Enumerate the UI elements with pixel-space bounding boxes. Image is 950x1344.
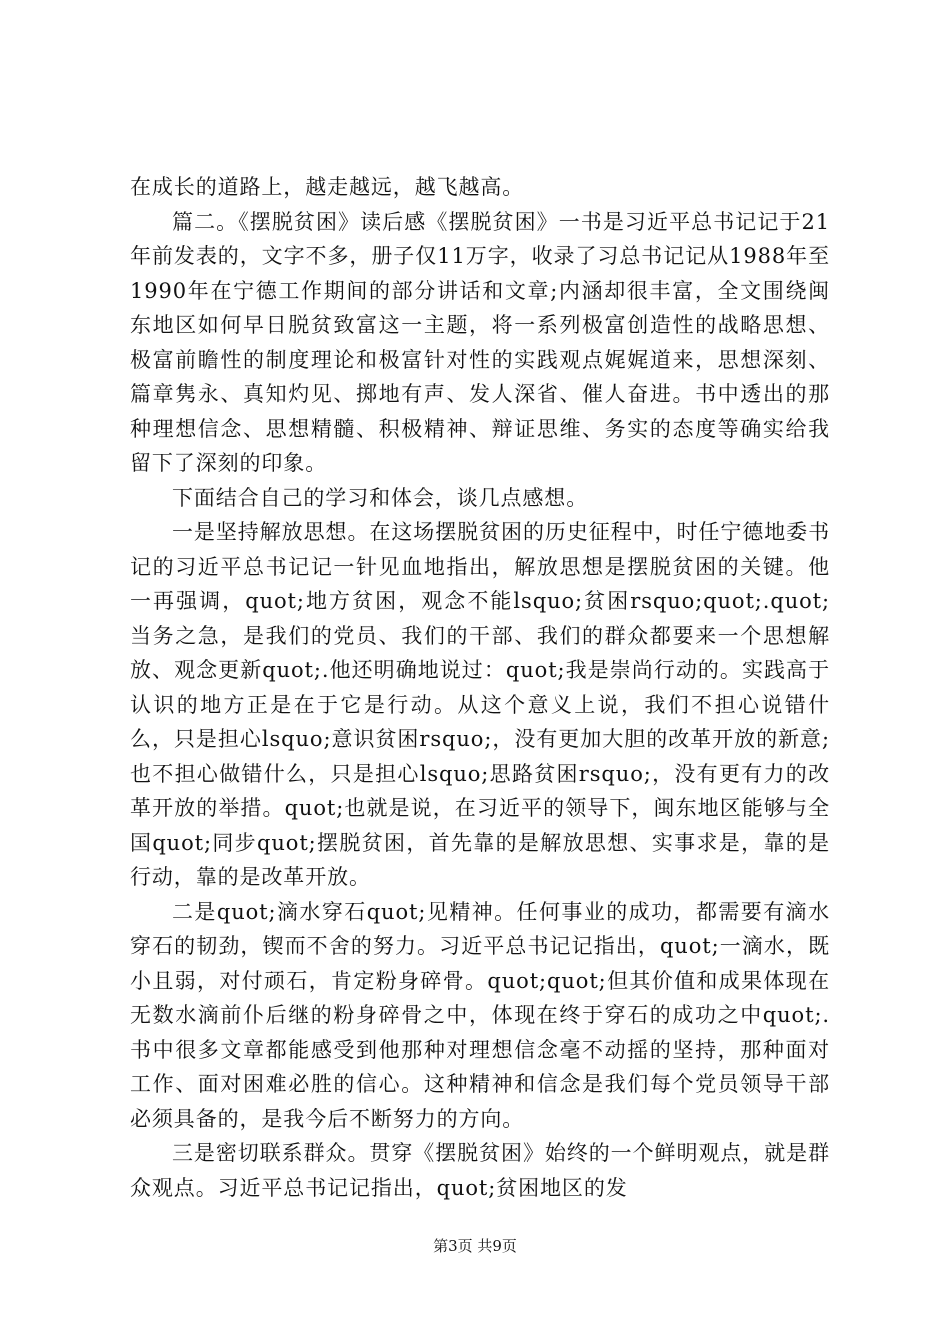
paragraph-transition: 下面结合自己的学习和体会，谈几点感想。 xyxy=(172,485,589,510)
page-number-footer: 第3页 共9页 xyxy=(433,1237,517,1255)
paragraph-point-one: 一是坚持解放思想。在这场摆脱贫困的历史征程中，时任宁德地委书记的习近平总书记记一针见血地指出，解放思想是摆脱贫困的关键。他一再强调，quot;地方贫困，观念不能lsquo;贫困rsquo;quot;.quot;当务之急，是我们的党员、我们的干部、我们的群众都要来一个思想解放、观念更新quot;.他还明确地说过：quot;我是崇尚行动的。实践高于认识的地方正是在于它是行动。从这个意义上说，我们不担心说错什么，只是担心lsquo;意识贫困rsquo;，没有更加大胆的改革开放的新意;也不担心做错什么，只是担心lsquo;思路贫困rsquo;，没有更有力的改革开放的举措。quot;也就是说，在习近平的领导下，闽东地区能够与全国quot;同步quot;摆脱贫困，首先靠的是解放思想、实事求是，靠的是行动，靠的是改革开放。 xyxy=(130,520,830,889)
paragraph-intro: 篇二。《摆脱贫困》读后感《摆脱贫困》一书是习近平总书记记于21年前发表的，文字不多，册子仅11万字，收录了习总书记记从1988年至1990年在宁德工作期间的部分讲话和文章;内涵却很丰富，全文围绕闽东地区如何早日脱贫致富这一主题，将一系列极富创造性的战略思想、极富前瞻性的制度理论和极富针对性的实践观点娓娓道来，思想深刻、篇章隽永、真知灼见、掷地有声、发人深省、催人奋进。书中透出的那种理想信念、思想精髓、积极精神、辩证思维、务实的态度等确实给我留下了深刻的印象。 xyxy=(130,209,830,475)
paragraph-point-three: 三是密切联系群众。贯穿《摆脱贫困》始终的一个鲜明观点，就是群众观点。习近平总书记记指出，quot;贫困地区的发 xyxy=(130,1141,830,1200)
paragraph-point-two: 二是quot;滴水穿石quot;见精神。任何事业的成功，都需要有滴水穿石的韧劲，锲而不舍的努力。习近平总书记记指出，quot;一滴水，既小且弱，对付顽石，肯定粉身碎骨。quot;quot;但其价值和成果体现在无数水滴前仆后继的粉身碎骨之中，体现在终于穿石的成功之中quot;.书中很多文章都能感受到他那种对理想信念毫不动摇的坚持，那种面对工作、面对困难必胜的信心。这种精神和信念是我们每个党员领导干部必须具备的，是我今后不断努力的方向。 xyxy=(130,899,830,1131)
paragraph-continuation: 在成长的道路上，越走越远，越飞越高。 xyxy=(130,175,525,199)
body-text xyxy=(130,170,830,1205)
